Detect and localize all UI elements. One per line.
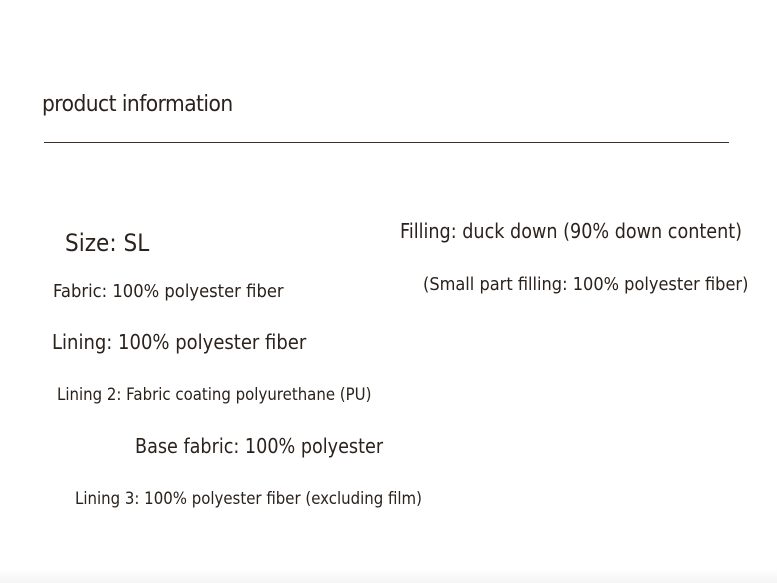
bottom-fade — [0, 569, 777, 583]
filling-info: Filling: duck down (90% down content) — [400, 219, 743, 243]
base-fabric-info: Base fabric: 100% polyester — [135, 434, 384, 458]
lining-2-info: Lining 2: Fabric coating polyurethane (PU) — [57, 385, 372, 405]
lining-info: Lining: 100% polyester fiber — [52, 330, 307, 354]
size-info: Size: SL — [65, 229, 150, 257]
lining-3-info: Lining 3: 100% polyester fiber (excluding film) — [75, 489, 422, 509]
fabric-info: Fabric: 100% polyester fiber — [53, 281, 284, 302]
page-title: product information — [42, 92, 233, 117]
small-part-filling-info: (Small part filling: 100% polyester fiber) — [423, 274, 749, 295]
title-divider — [44, 142, 729, 143]
